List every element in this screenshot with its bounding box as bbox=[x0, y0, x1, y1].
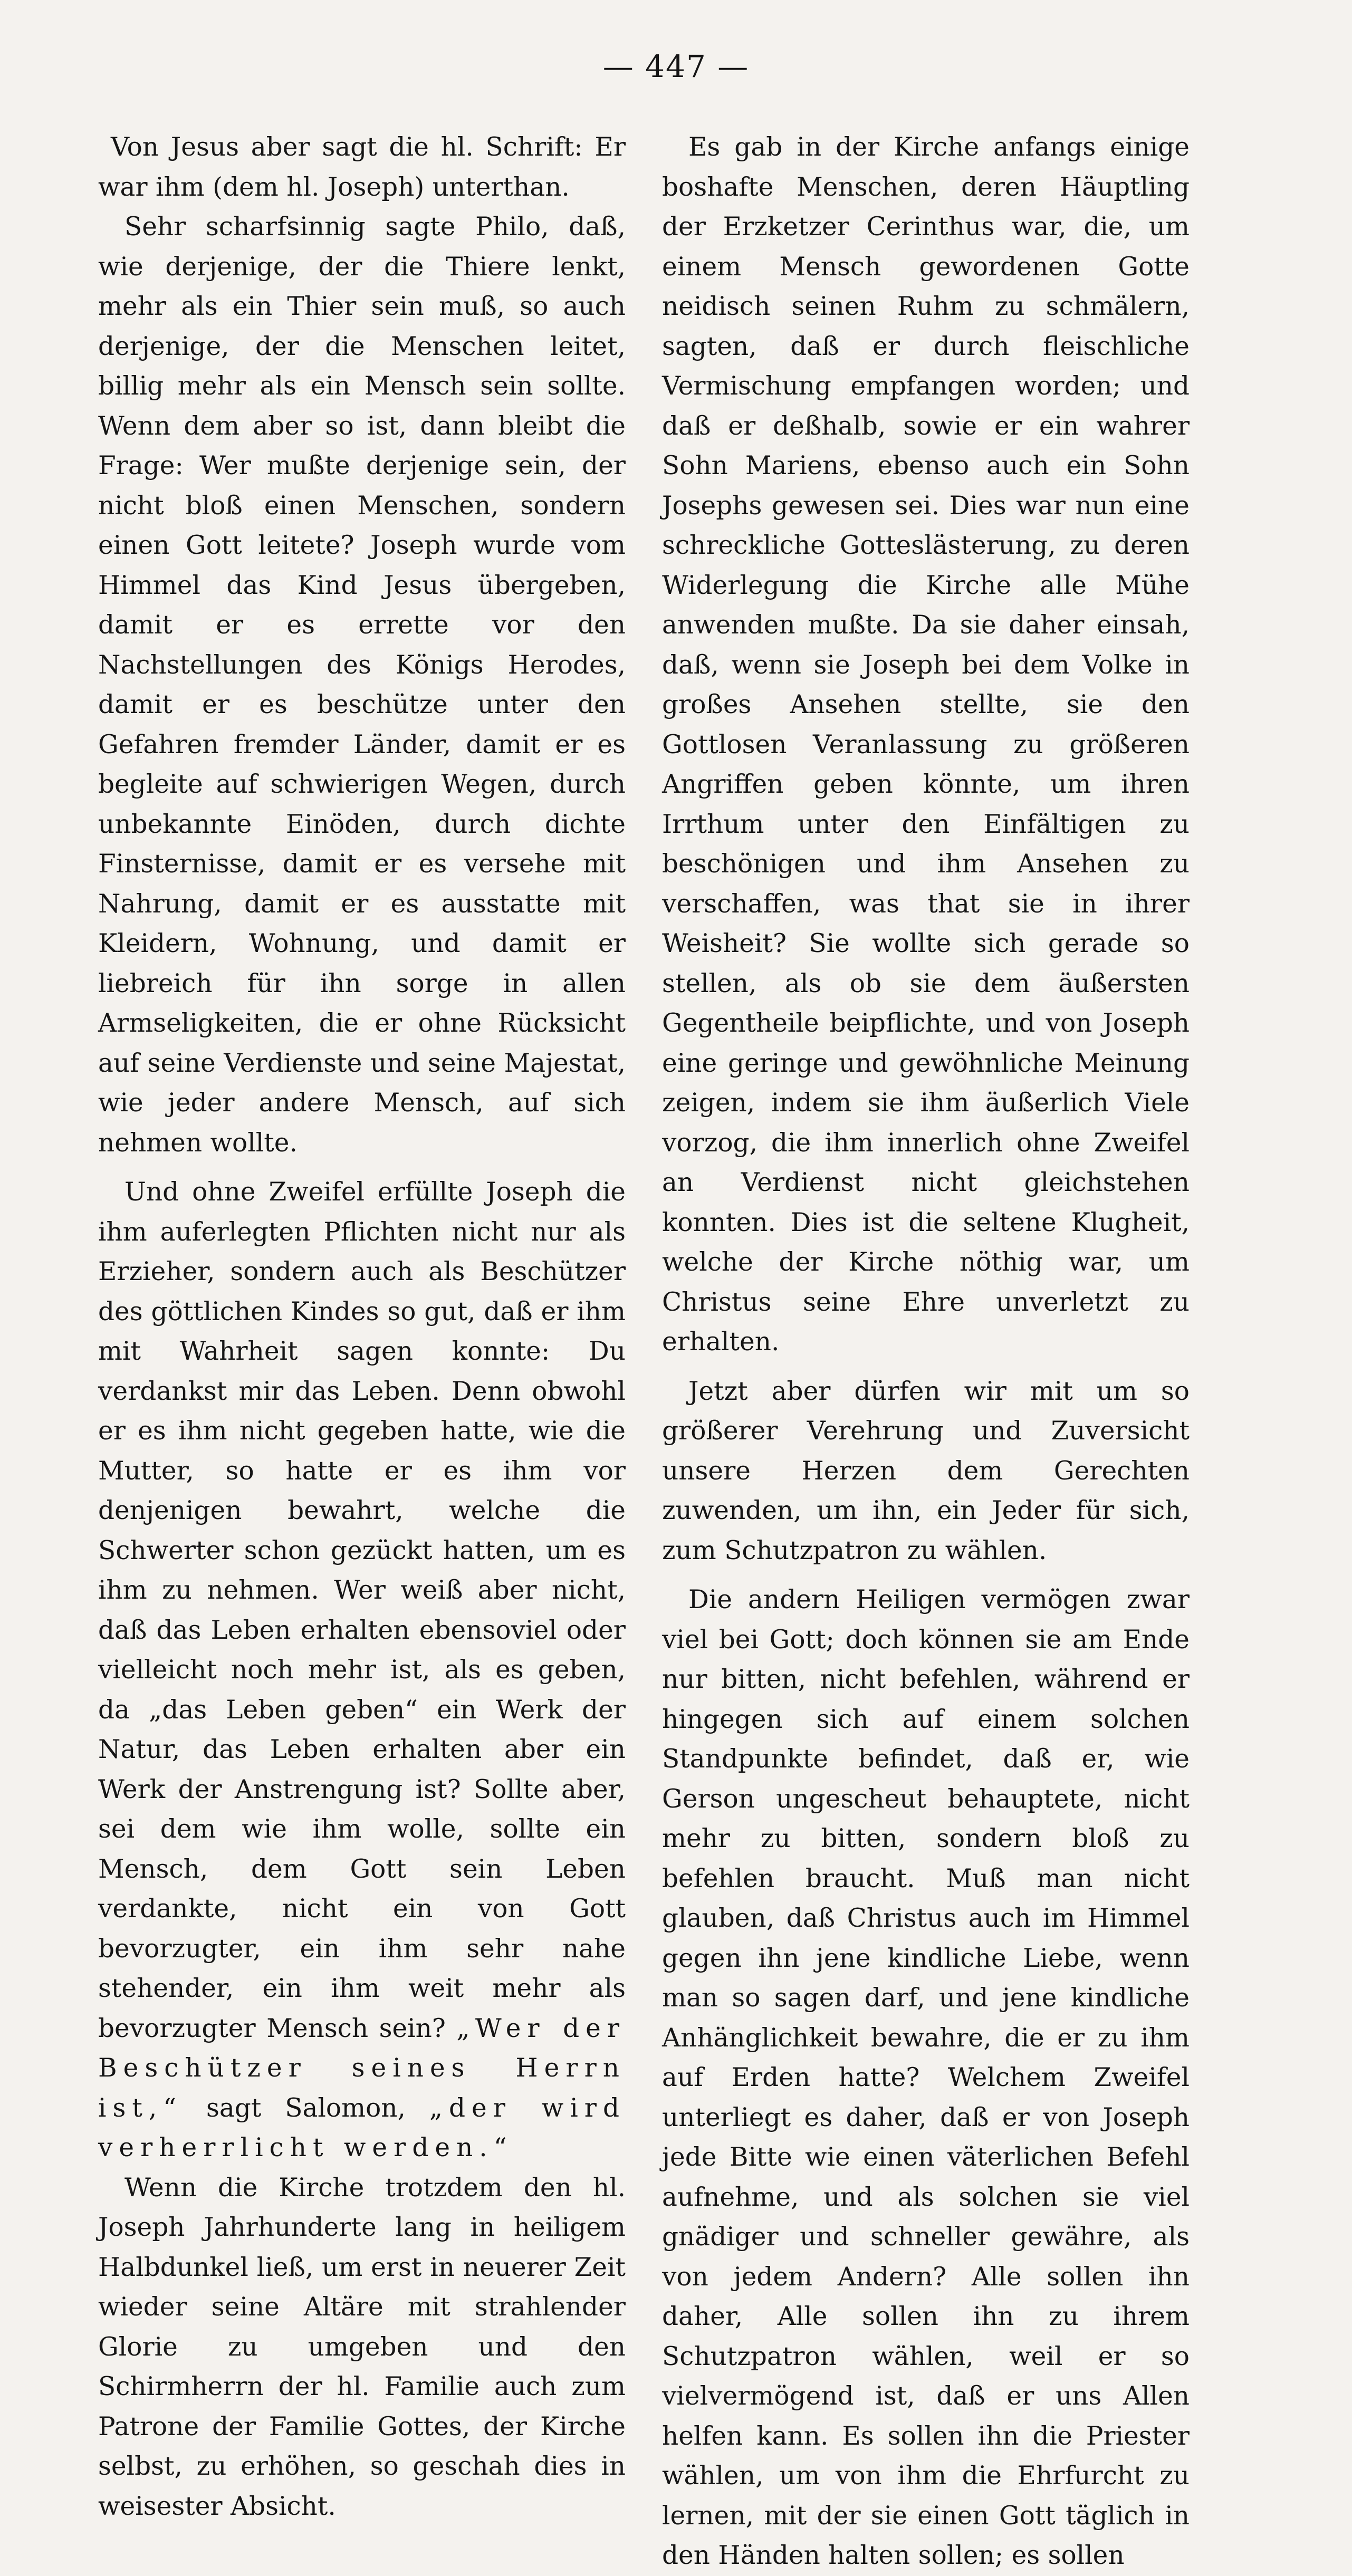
paragraph: Sehr scharfsinnig sagte Philo, daß, wie derjenige, der die Thiere lenkt, mehr als ein Thier sein muß, so auch derjenige, der die Menschen leitet, billig mehr als ein Mensch sein sollte. Wenn dem aber so ist, dann bleibt die Frage: Wer mußte derjenige sein, der nicht bloß einen Menschen, sondern einen Gott leitete? Joseph wurde vom Himmel das Kind Jesus übergeben, damit er es errette vor den Nachstellungen des Königs Herodes, damit er es beschütze unter den Gefahren fremder Länder, damit er es begleite auf schwierigen Wegen, durch unbekannte Einöden, durch dichte Finsternisse, damit er es versehe mit Nahrung, damit er es ausstatte mit Kleidern, Wohnung, und damit er liebreich für ihn sorge in allen Armseligkeiten, die er ohne Rücksicht auf seine Verdienste und seine Majestat, wie jeder andere Mensch, auf sich nehmen wollte. bbox=[98, 212, 626, 1158]
paragraph: Wenn die Kirche trotzdem den hl. Joseph Jahrhunderte lang in heiligem Halbdunkel ließ, um erst in neuerer Zeit wieder seine Altäre mit strahlender Glorie zu umgeben und den Schirmherrn der hl. Familie auch zum Patrone der Familie Gottes, der Kirche selbst, zu erhöhen, so geschah dies in weisester Absicht. bbox=[98, 2173, 626, 2521]
quotation: „Wer der Beschützer seines Herrn ist,“ bbox=[98, 2013, 626, 2123]
quotation: „der wird verherrlicht werden.“ bbox=[98, 2093, 626, 2162]
paragraph: Von Jesus aber sagt die hl. Schrift: Er war ihm (dem hl. Joseph) unterthan. bbox=[98, 132, 626, 202]
paragraph: Jetzt aber dürfen wir mit um so größerer Verehrung und Zuversicht unsere Herzen dem Gerechten zuwenden, um ihn, ein Jeder für sich, zum Schutzpatron zu wählen. bbox=[662, 1376, 1190, 1565]
right-column bbox=[662, 128, 1190, 2576]
page-number: — 447 — bbox=[602, 49, 750, 84]
paragraph-text: Und ohne Zweifel erfüllte Joseph die ihm auferlegten Pflichten nicht nur als Erzieher, sondern auch als Beschützer des göttlichen Kindes so gut, daß er ihm mit Wahrheit sagen konnte: Du verdankst mir das Leben. Denn obwohl er es ihm nicht gegeben hatte, wie die Mutter, so hatte er es ihm vor denjenigen bewahrt, welche die Schwerter schon gezückt hatten, um es ihm zu nehmen. Wer weiß aber nicht, daß das Leben erhalten ebensoviel oder vielleicht noch mehr ist, als es geben, da „das Leben geben“ ein Werk der Natur, das Leben erhalten aber ein Werk der Anstrengung ist? Sollte aber, sei dem wie ihm wolle, sollte ein Mensch, dem Gott sein Leben verdankte, nicht ein von Gott bevorzugter, ein ihm sehr nahe stehender, ein ihm weit mehr als bevorzugter Mensch sein? bbox=[98, 1177, 626, 2043]
left-column bbox=[98, 128, 626, 2526]
attribution: sagt Salomon, bbox=[206, 2093, 406, 2123]
paragraph: Die andern Heiligen vermögen zwar viel bei Gott; doch können sie am Ende nur bitten, nicht befehlen, während er hingegen sich auf einem solchen Standpunkte befindet, daß er, wie Gerson ungescheut behauptete, nicht mehr zu bitten, sondern bloß zu befehlen braucht. Muß man nicht glauben, daß Christus auch im Himmel gegen ihn jene kindliche Liebe, wenn man so sagen darf, und jene kindliche Anhänglichkeit bewahre, die er zu ihm auf Erden hatte? Welchem Zweifel unterliegt es daher, daß er von Joseph jede Bitte wie einen väterlichen Befehl aufnehme, und als solchen sie viel gnädiger und schneller gewähre, als von jedem Andern? Alle sollen ihn daher, Alle sollen ihn zu ihrem Schutzpatron wählen, weil er so vielvermögend ist, daß er uns Allen helfen kann. Es sollen ihn die Priester wählen, um von ihm die Ehrfurcht zu lernen, mit der sie einen Gott täglich in den Händen halten sollen; es sollen bbox=[662, 1585, 1190, 2570]
paragraph: Es gab in der Kirche anfangs einige boshafte Menschen, deren Häuptling der Erzketzer Cerinthus war, die, um einem Mensch gewordenen Gotte neidisch seinen Ruhm zu schmälern, sagten, daß er durch fleischliche Vermischung empfangen worden; und daß er deßhalb, sowie er ein wahrer Sohn Mariens, ebenso auch ein Sohn Josephs gewesen sei. Dies war nun eine schreckliche Gotteslästerung, zu deren Widerlegung die Kirche alle Mühe anwenden mußte. Da sie daher einsah, daß, wenn sie Joseph bei dem Volke in großes Ansehen stellte, sie den Gottlosen Veranlassung zu größeren Angriffen geben könnte, um ihren Irrthum unter den Einfältigen zu beschönigen und ihm Ansehen zu verschaffen, was that sie in ihrer Weisheit? Sie wollte sich gerade so stellen, als ob sie dem äußersten Gegentheile beipflichte, und von Joseph eine geringe und gewöhnliche Meinung zeigen, indem sie ihm äußerlich Viele vorzog, die ihm innerlich ohne Zweifel an Verdienst nicht gleichstehen konnten. Dies ist die seltene Klugheit, welche der Kirche nöthig war, um Christus seine Ehre unverletzt zu erhalten. bbox=[662, 132, 1190, 1357]
paragraph bbox=[98, 1172, 626, 2168]
